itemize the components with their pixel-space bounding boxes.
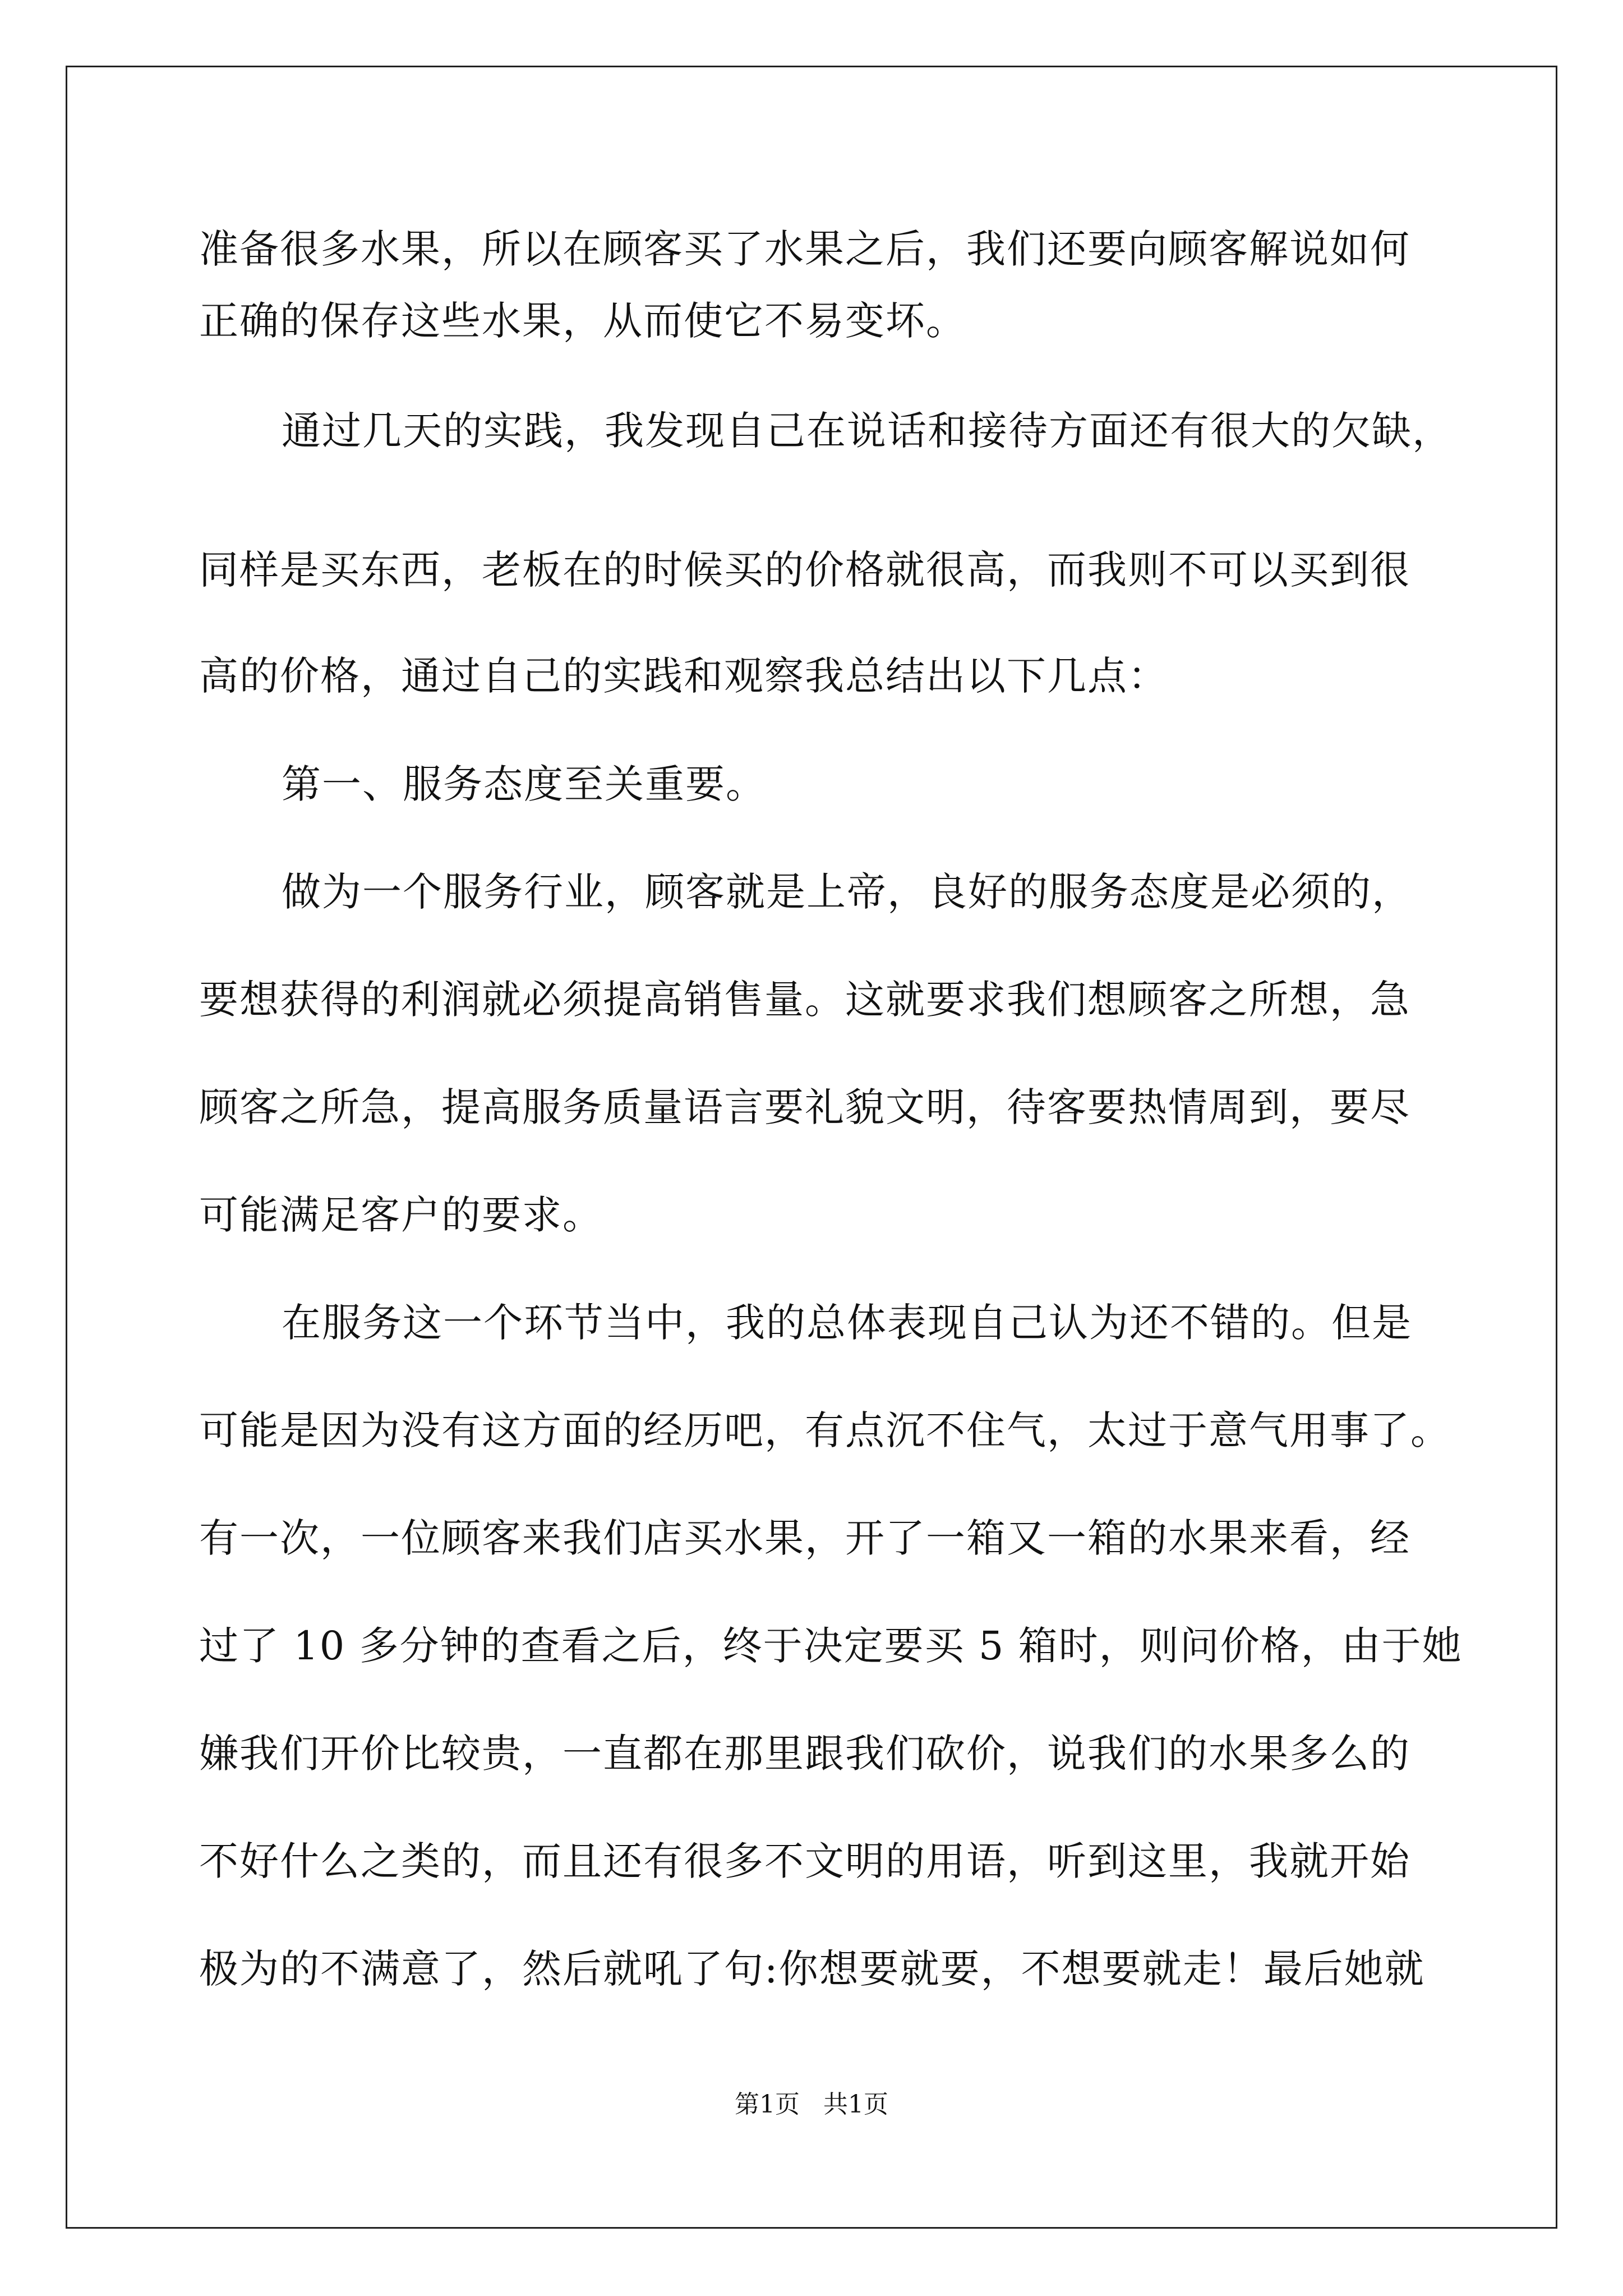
text-line: 极为的不满意了，然后就吼了句:你想要就要，不想要就走！最后她就 — [199, 1946, 1425, 1992]
text-line: 正确的保存这些水果，从而使它不易变坏。 — [199, 298, 966, 344]
text-line: 过了 10 多分钟的查看之后，终于决定要买 5 箱时，则问价格，由于她 — [199, 1623, 1463, 1669]
section-heading: 第一、服务态度至关重要。 — [282, 761, 766, 807]
text-line: 可能是因为没有这方面的经历吧，有点沉不住气，太过于意气用事了。 — [199, 1407, 1451, 1453]
paragraph-line: 在服务这一个环节当中，我的总体表现自己认为还不错的。但是 — [282, 1300, 1412, 1346]
text-line: 嫌我们开价比较贵，一直都在那里跟我们砍价，说我们的水果多么的 — [199, 1731, 1410, 1777]
text-line: 准备很多水果，所以在顾客买了水果之后，我们还要向顾客解说如何 — [199, 226, 1410, 272]
text-line: 要想获得的利润就必须提高销售量。这就要求我们想顾客之所想，急 — [199, 977, 1410, 1023]
page-border — [66, 66, 1557, 2229]
text-line: 高的价格，通过自己的实践和观察我总结出以下几点： — [199, 653, 1168, 699]
text-line: 同样是买东西，老板在的时候买的价格就很高，而我则不可以买到很 — [199, 547, 1410, 593]
paragraph-line: 做为一个服务行业，顾客就是上帝，良好的服务态度是必须的， — [282, 869, 1412, 915]
text-line: 不好什么之类的，而且还有很多不文明的用语，听到这里，我就开始 — [199, 1838, 1410, 1884]
text-line: 有一次，一位顾客来我们店买水果，开了一箱又一箱的水果来看，经 — [199, 1515, 1410, 1561]
page-footer: 第1页 共1页 — [735, 2090, 888, 2119]
text-line: 顾客之所急，提高服务质量语言要礼貌文明，待客要热情周到，要尽 — [199, 1084, 1410, 1130]
paragraph-line: 通过几天的实践，我发现自己在说话和接待方面还有很大的欠缺， — [282, 408, 1453, 454]
text-line: 可能满足客户的要求。 — [199, 1192, 603, 1238]
